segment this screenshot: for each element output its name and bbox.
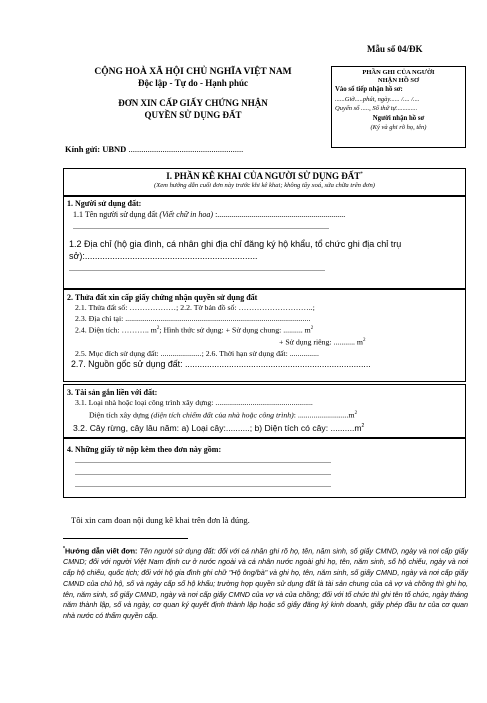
section-1-box: [63, 168, 466, 196]
footnote-marker: *: [63, 546, 65, 552]
footnote-divider: [63, 538, 188, 539]
item-1-2-dots[interactable]: .....................................................................: [84, 251, 258, 261]
item-2-4[interactable]: [67, 324, 462, 336]
received-time: ......Giờ.....phút, ngày...... /.... /....: [335, 95, 420, 103]
item-1-1: [67, 209, 462, 220]
item-2-4-usage: ; Hình thức sử dụng: + Sử dụng chung: .......... m: [159, 325, 311, 335]
item-3-2-unit: 2: [361, 422, 365, 429]
official-box-title-line-1: PHẦN GHI CỦA NGƯỜI: [362, 69, 435, 76]
item-3-1-area[interactable]: [67, 409, 462, 421]
part-1-box: [63, 196, 466, 289]
part-4-dots-line-1[interactable]: ................................................................................................................................: [75, 456, 331, 465]
item-1-2-dots-line[interactable]: ................................................................................................................................: [69, 264, 325, 273]
receiver-label: Người nhận hồ sơ: [372, 114, 425, 122]
official-box-title-line-2: NHẬN HỒ SƠ: [377, 77, 420, 84]
item-3-1-area-unit: 2: [354, 410, 358, 416]
item-3-2[interactable]: [67, 421, 462, 434]
item-2-4-private-unit: 2: [363, 338, 366, 344]
official-box-title: [335, 69, 462, 85]
addressee-line: [65, 144, 243, 154]
header-block: [62, 66, 324, 121]
item-1-1-dots-line[interactable]: ................................................................................................................................: [73, 222, 329, 231]
part-3-box: [63, 384, 466, 438]
item-3-1[interactable]: 3.1. Loại nhà hoặc loại công trình xây dựng: ..................................................: [75, 398, 313, 407]
item-1-2-label: 1.2 Địa chỉ (hộ gia đình, cá nhân ghi địa chỉ đăng ký hộ khẩu, tổ chức ghi địa chỉ trụ sở):: [69, 239, 402, 261]
section-1-title: [64, 171, 465, 181]
official-use-box: [331, 66, 466, 148]
item-2-3[interactable]: 2.3. Địa chỉ tại: ...............................................................................................: [75, 313, 311, 323]
country-name: CỘNG HOÀ XÃ HỘI CHỦ NGHĨA VIỆT NAM: [94, 67, 292, 77]
addressee-label: Kính gửi: UBND: [65, 144, 127, 154]
item-3-1-area-label: Diện tích xây dựng: [89, 410, 149, 420]
footnote-mark: *: [360, 172, 363, 177]
section-1-title-text: I. PHẦN KÊ KHAI CỦA NGƯỜI SỬ DỤNG ĐẤT: [166, 171, 361, 181]
item-2-4-area: 2.4. Diện tích: ……….. m: [75, 325, 157, 335]
part-4-box: [63, 438, 466, 498]
item-1-1-label: 1.1 Tên người sử dụng đất: [73, 210, 158, 219]
item-2-4-area-unit: 2: [156, 326, 160, 332]
part-2-title: 2. Thửa đất xin cấp giấy chứng nhận quyền sử dụng đất: [67, 293, 258, 302]
part-4-dots-line-2[interactable]: ................................................................................................................................: [75, 468, 331, 477]
addressee-dots[interactable]: ......................................................: [128, 144, 244, 154]
received-label: Vào sổ tiếp nhận hồ sơ:: [335, 86, 403, 93]
part-2-box: [63, 289, 466, 382]
part-4-dots-line-3[interactable]: ................................................................................................................................: [75, 480, 331, 489]
motto: Độc lập - Tự do - Hạnh phúc: [137, 78, 248, 88]
item-3-2-text: 3.2. Cây rừng, cây lâu năm: a) Loại cây:..........; b) Diện tích có cây: ..........m: [73, 422, 362, 433]
part-1-title: 1. Người sử dụng đất:: [67, 199, 142, 208]
part-3-title: 3. Tài sản gắn liền với đất:: [67, 388, 158, 397]
receiver-note: (Ký và ghi rõ họ, tên): [370, 124, 427, 131]
book-line: Quyển số ....., Số thứ tự.............: [335, 105, 418, 112]
form-title-line-1: ĐƠN XIN CẤP GIẤY CHỨNG NHẬN: [118, 98, 268, 108]
item-2-4-private[interactable]: [67, 336, 462, 348]
commitment-text: Tôi xin cam đoan nội dung kê khai trên đơn là đúng.: [71, 515, 250, 525]
footnote-text: Tên người sử dụng đất: đối với cá nhân ghi rõ họ, tên, năm sinh, số giấy CMND, ngày và nơi cấp giấy CMND; đối với người Việt Nam định cư ở nước ngoài và cá nhân nước ngoài ghi họ, tên, năm sinh, số hộ chiếu, ngày và nơi cấp hộ chiếu, quốc tịch; đối với hộ gia đình ghi chữ "Hộ ông/bà" và ghi họ, tên, năm sinh, số giấy CMND, ngày và nơi cấp giấy CMND của chủ hộ, số và ngày cấp sổ hộ khẩu; trường hợp quyền sử dụng đất là tài sản chung của cả vợ và chồng thì ghi họ, tên, năm sinh, số giấy CMND, ngày và nơi cấp giấy CMND của vợ và của chồng; đối với tổ chức thì ghi tên tổ chức, ngày tháng năm thành lập, số và ngày, cơ quan ký quyết định thành lập hoặc số giấy đăng ký kinh doanh, giấy phép đầu tư của cơ quan nhà nước có thẩm quyền cấp.: [63, 546, 468, 621]
item-1-2: [67, 238, 462, 262]
item-1-1-note: (Viết chữ in hoa): [159, 210, 214, 219]
item-3-1-area-dots: : ..........................m: [293, 410, 355, 420]
item-3-1-area-note: (diện tích chiếm đất của nhà hoặc công trình): [150, 410, 294, 420]
form-number: Mẫu số 04/ĐK: [367, 44, 423, 54]
form-title-line-2: QUYỀN SỬ DỤNG ĐẤT: [144, 110, 242, 120]
item-2-7[interactable]: 2.7. Nguồn gốc sử dụng đất: ............................................................................: [71, 359, 371, 370]
section-1-subtitle: (Xem hướng dẫn cuối đơn này trước khi kê khai; không tẩy xoá, sửa chữa trên đơn): [154, 182, 375, 189]
footnote-label: Hướng dẫn viết đơn:: [64, 546, 138, 556]
item-1-1-dots[interactable]: :................................................................: [213, 210, 346, 219]
item-2-4-usage-unit: 2: [310, 326, 314, 332]
part-4-title: 4. Những giấy tờ nộp kèm theo đơn này gồm:: [67, 445, 222, 454]
item-2-1[interactable]: 2.1. Thửa đất số: ………………; 2.2. Tờ bản đồ số: ………………………..;: [75, 303, 315, 312]
item-2-4-private-text: + Sử dụng riêng: ........... m: [279, 337, 363, 347]
footnote: [63, 544, 468, 622]
item-2-5[interactable]: 2.5. Mục đích sử dụng đất: .....................; 2.6. Thời hạn sử dụng đất: ...............: [75, 348, 319, 358]
